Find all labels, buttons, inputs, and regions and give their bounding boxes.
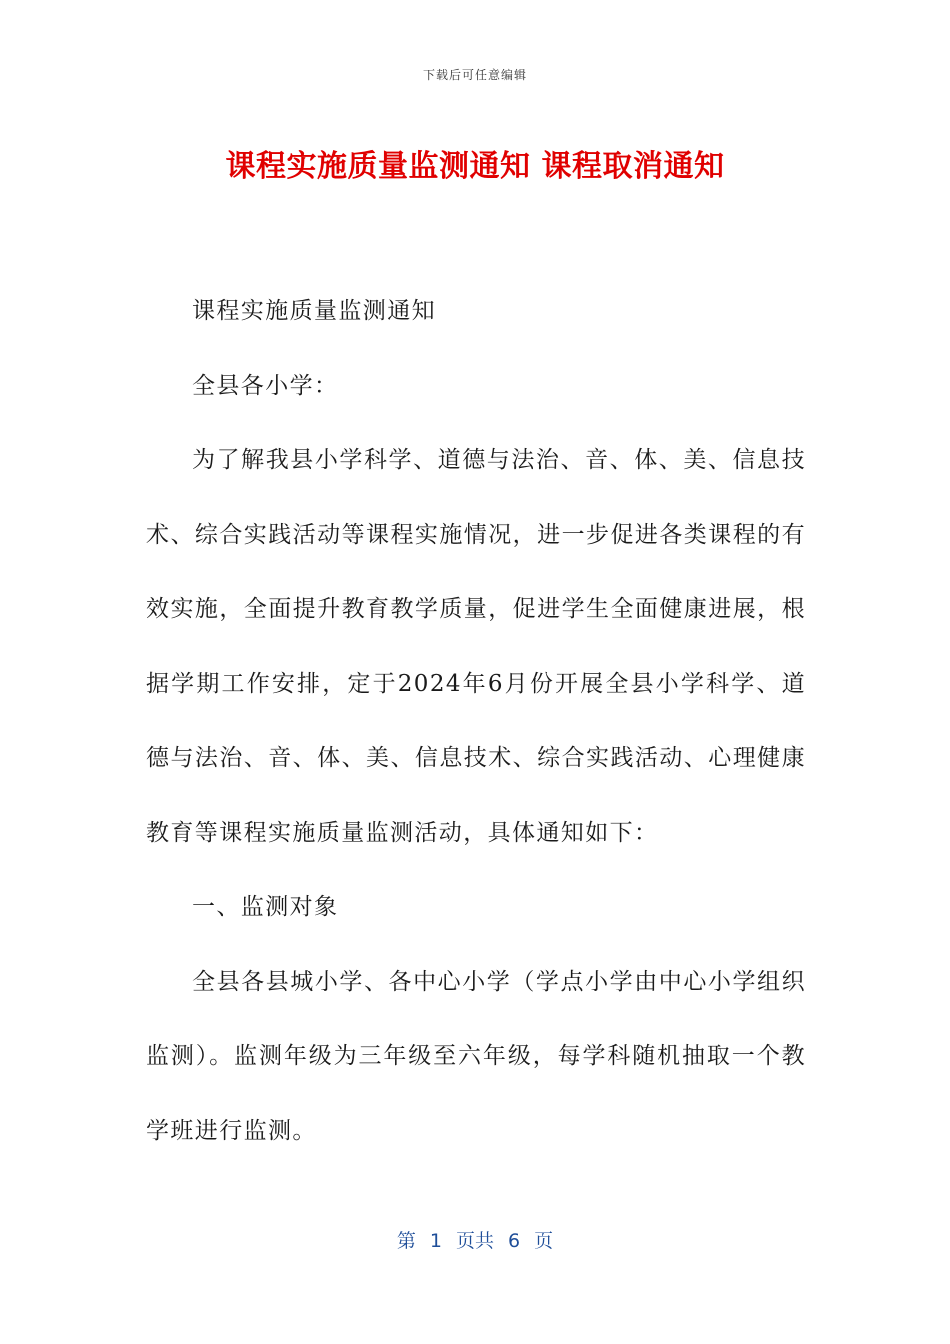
document-title: 课程实施质量监测通知 课程取消通知	[225, 149, 725, 184]
footer-middle: 页共	[455, 1230, 494, 1252]
footer-current-page: 1	[429, 1230, 442, 1252]
paragraph-subtitle: 课程实施质量监测通知	[192, 298, 436, 324]
page-footer	[0, 1226, 950, 1253]
header-note: 下载后可任意编辑	[422, 68, 527, 82]
section-heading-targets: 一、监测对象	[192, 894, 339, 920]
paragraph-targets: 全县各县城小学、各中心小学（学点小学由中心小学组织监测）。监测年级为三年级至六年级，每学科随机抽取一个教学班进行监测。	[146, 968, 806, 1144]
document-body	[146, 274, 806, 1168]
footer-total-pages: 6	[508, 1230, 521, 1252]
paragraph-intro: 为了解我县小学科学、道德与法治、音、体、美、信息技术、综合实践活动等课程实施情况，进一步促进各类课程的有效实施，全面提升教育教学质量，促进学生全面健康进展，根据学期工作安排，定于2024年6月份开展全县小学科学、道德与法治、音、体、美、信息技术、综合实践活动、心理健康教育等课程实施质量监测活动，具体通知如下：	[146, 447, 806, 846]
footer-prefix: 第	[396, 1230, 416, 1252]
footer-suffix: 页	[534, 1230, 554, 1252]
paragraph-salutation: 全县各小学：	[192, 372, 339, 399]
